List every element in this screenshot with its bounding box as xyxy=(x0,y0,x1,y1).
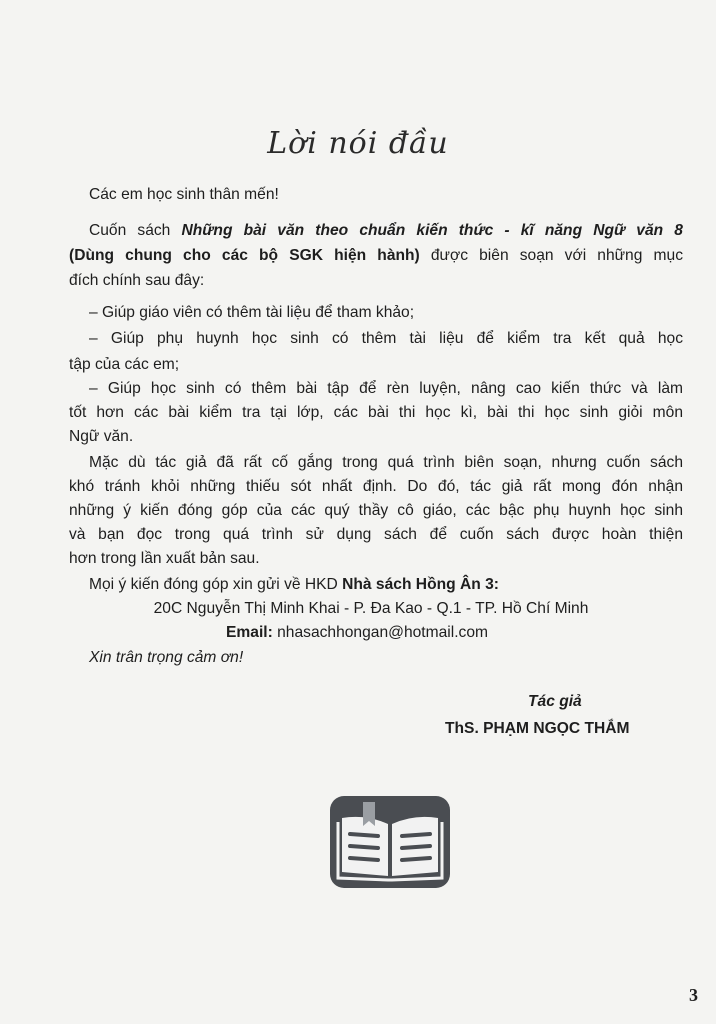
thanks: Xin trân trọng cảm ơn! xyxy=(89,649,244,666)
email-line xyxy=(226,622,488,644)
author-name: ThS. PHẠM NGỌC THẮM xyxy=(445,720,630,737)
page-number: 3 xyxy=(689,985,698,1005)
book-title: Những bài văn theo chuẩn kiến thức - kĩ năng Ngữ văn 8 xyxy=(181,222,683,239)
paragraph-line-5: hơn trong lần xuất bản sau. xyxy=(69,550,260,567)
greeting: Các em học sinh thân mến! xyxy=(89,186,279,203)
list-item-3-line-1: – Giúp học sinh có thêm bài tập để rèn luyện, nâng cao kiến thức và làm xyxy=(89,380,683,397)
email-address: nhasachhongan@hotmail.com xyxy=(272,624,489,641)
intro-text: được biên soạn với những mục xyxy=(419,247,683,264)
list-item-2-line-2: tập của các em; xyxy=(69,356,180,373)
paragraph-line-3: những ý kiến đóng góp của các quý thầy cô giáo, các bậc phụ huynh học sinh xyxy=(69,502,683,519)
list-item-3-line-2: tốt hơn các bài kiểm tra tại lớp, các bài thi học kì, bài thi học sinh giỏi môn xyxy=(69,404,683,421)
open-book-icon xyxy=(330,796,450,888)
intro-line-2 xyxy=(69,245,683,267)
paragraph-line-1: Mặc dù tác giả đã rất cố gắng trong quá trình biên soạn, nhưng cuốn sách xyxy=(89,454,683,471)
address: 20C Nguyễn Thị Minh Khai - P. Đa Kao - Q.1 - TP. Hồ Chí Minh xyxy=(153,600,589,617)
intro-line-3: đích chính sau đây: xyxy=(69,272,205,289)
list-item-2-line-1: – Giúp phụ huynh học sinh có thêm tài liệu để kiểm tra kết quả học xyxy=(89,330,683,347)
email-label: Email: xyxy=(226,624,273,641)
intro-line-1 xyxy=(89,220,683,242)
list-item-3-line-3: Ngữ văn. xyxy=(69,428,134,445)
paragraph-line-2: khó tránh khỏi những thiếu sót nhất định. Do đó, tác giả rất mong đón nhận xyxy=(69,478,683,495)
paragraph-line-4: và bạn đọc trong quá trình sử dụng sách để cuốn sách được hoàn thiện xyxy=(69,526,683,543)
publisher-name: Nhà sách Hồng Ân 3: xyxy=(342,576,499,593)
contact-line xyxy=(89,574,499,596)
list-item-1: – Giúp giáo viên có thêm tài liệu để tham khảo; xyxy=(89,304,415,321)
contact-intro: Mọi ý kiến đóng góp xin gửi về HKD xyxy=(89,576,343,593)
page-title: Lời nói đầu xyxy=(267,126,449,161)
intro-text: Cuốn sách xyxy=(89,222,182,239)
book-subtitle: (Dùng chung cho các bộ SGK hiện hành) xyxy=(69,247,420,264)
author-role: Tác giả xyxy=(528,693,582,710)
